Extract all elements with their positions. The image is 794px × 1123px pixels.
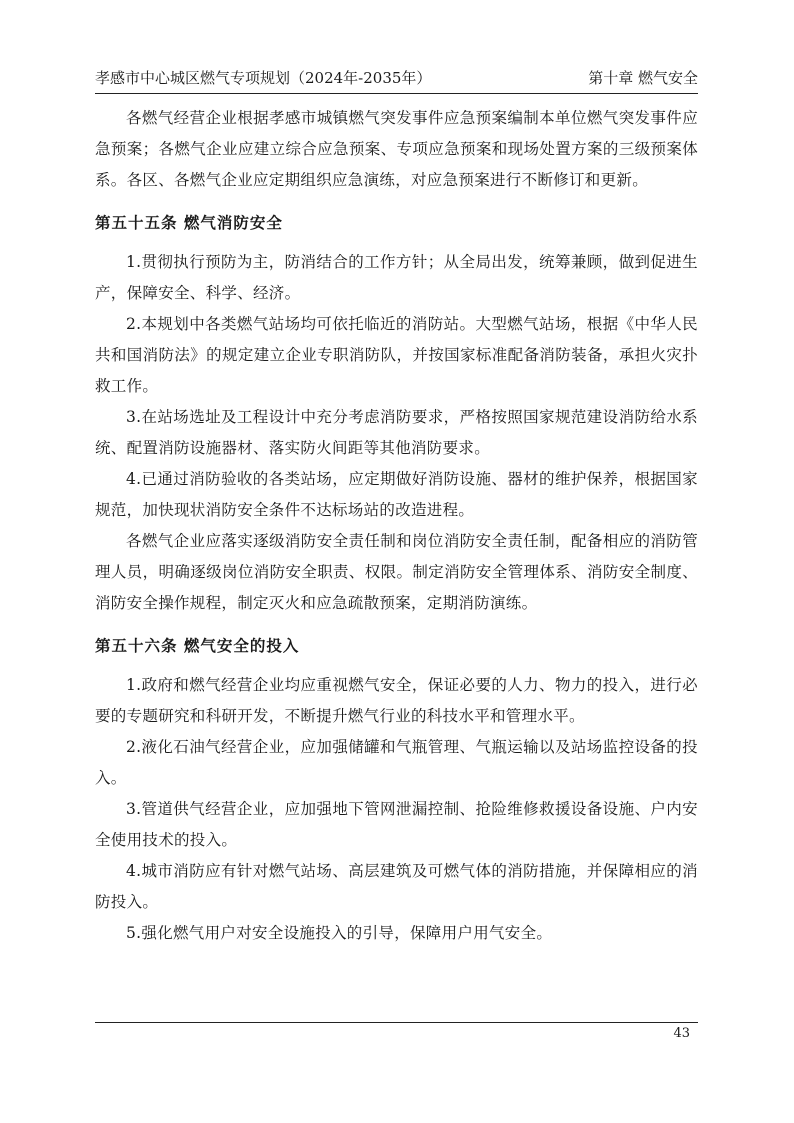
page-body [95, 103, 698, 949]
page-number: 43 [673, 1026, 690, 1041]
chapter-title: 第十章 燃气安全 [588, 69, 698, 87]
article-56-heading: 第五十六条 燃气安全的投入 [95, 637, 300, 655]
article-55-heading: 第五十五条 燃气消防安全 [95, 214, 283, 232]
header-divider [95, 93, 698, 94]
article-55-item-2: 2.本规划中各类燃气站场均可依托临近的消防站。大型燃气站场，根据《中华人民共和国消防法》的规定建立企业专职消防队，并按国家标准配备消防装备，承担火灾扑救工作。 [95, 315, 698, 395]
footer-divider [95, 1022, 698, 1023]
article-56-item-5: 5.强化燃气用户对安全设施投入的引导，保障用户用气安全。 [126, 924, 553, 942]
article-56-item-2: 2.液化石油气经营企业，应加强储罐和气瓶管理、气瓶运输以及站场监控设备的投入。 [95, 738, 698, 787]
article-56-item-1: 1.政府和燃气经营企业均应重视燃气安全，保证必要的人力、物力的投入，进行必要的专题研究和科研开发，不断提升燃气行业的科技水平和管理水平。 [95, 676, 698, 725]
article-55-summary: 各燃气企业应落实逐级消防安全责任制和岗位消防安全责任制，配备相应的消防管理人员，明确逐级岗位消防安全职责、权限。制定消防安全管理体系、消防安全制度、消防安全操作规程，制定灭火和应急疏散预案，定期消防演练。 [95, 532, 698, 612]
article-55-item-1: 1.贯彻执行预防为主，防消结合的工作方针；从全局出发，统筹兼顾，做到促进生产，保障安全、科学、经济。 [95, 253, 698, 302]
article-56-item-3: 3.管道供气经营企业，应加强地下管网泄漏控制、抢险维修救援设备设施、户内安全使用技术的投入。 [95, 800, 698, 849]
intro-paragraph: 各燃气经营企业根据孝感市城镇燃气突发事件应急预案编制本单位燃气突发事件应急预案；各燃气企业应建立综合应急预案、专项应急预案和现场处置方案的三级预案体系。各区、各燃气企业应定期组织应急演练，对应急预案进行不断修订和更新。 [95, 109, 698, 189]
article-55-item-3: 3.在站场选址及工程设计中充分考虑消防要求，严格按照国家规范建设消防给水系统、配置消防设施器材、落实防火间距等其他消防要求。 [95, 408, 698, 457]
article-55-item-4: 4.已通过消防验收的各类站场，应定期做好消防设施、器材的维护保养，根据国家规范，加快现状消防安全条件不达标场站的改造进程。 [95, 470, 698, 519]
document-title: 孝感市中心城区燃气专项规划（2024年-2035年） [95, 69, 432, 87]
article-56-item-4: 4.城市消防应有针对燃气站场、高层建筑及可燃气体的消防措施，并保障相应的消防投入。 [95, 862, 698, 911]
page-header [95, 68, 698, 88]
